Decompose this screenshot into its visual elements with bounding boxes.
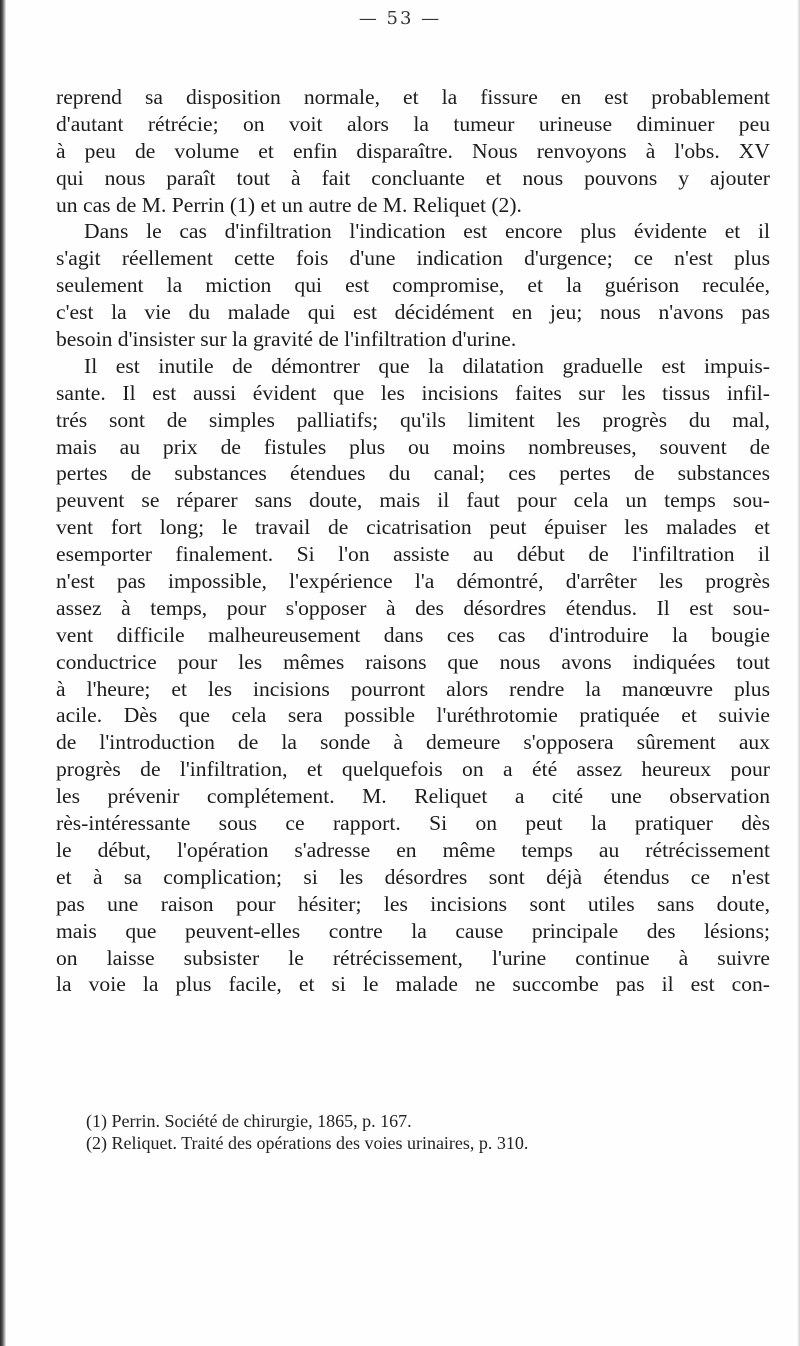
text-line: conductrice pour les mêmes raisons que nous avons indiquées tout: [56, 649, 770, 674]
text-line: esemporter finalement. Si l'on assiste au début de l'infiltration il: [56, 542, 770, 567]
text-line: à peu de volume et enfin disparaître. Nous renvoyons à l'obs. XV: [56, 138, 770, 163]
text-line: de l'introduction de la sonde à demeure s'opposera sûrement aux: [56, 730, 770, 755]
text-line: d'autant rétrécie; on voit alors la tumeur urineuse diminuer peu: [56, 111, 770, 136]
footnote: (1) Perrin. Société de chirurgie, 1865, p. 167.: [86, 1111, 412, 1131]
page-number: — 53 —: [358, 8, 442, 29]
text-line: les prévenir complétement. M. Reliquet a cité une observation: [56, 784, 770, 809]
text-line: besoin d'insister sur la gravité de l'infiltration d'urine.: [56, 327, 517, 352]
body-text: [56, 84, 770, 998]
text-line: Il est inutile de démontrer que la dilatation graduelle est impuis-: [84, 353, 770, 378]
binding-edge: [0, 0, 6, 1346]
footnote: (2) Reliquet. Traité des opérations des voies urinaires, p. 310.: [86, 1133, 529, 1153]
text-line: progrès de l'infiltration, et quelquefois on a été assez heureux pour: [56, 757, 770, 782]
text-line: sante. Il est aussi évident que les incisions faites sur les tissus infil-: [56, 380, 770, 405]
text-line: s'agit réellement cette fois d'une indication d'urgence; ce n'est plus: [56, 246, 770, 271]
text-line: acile. Dès que cela sera possible l'uréthrotomie pratiquée et suivie: [56, 703, 770, 728]
text-line: pertes de substances étendues du canal; ces pertes de substances: [56, 461, 770, 486]
footnotes: [86, 1110, 766, 1154]
text-line: trés sont de simples palliatifs; qu'ils limitent les progrès du mal,: [56, 407, 770, 432]
text-line: le début, l'opération s'adresse en même temps au rétrécissement: [56, 837, 770, 862]
text-line: à l'heure; et les incisions pourront alors rendre la manœuvre plus: [56, 676, 770, 701]
text-line: peuvent se réparer sans doute, mais il faut pour cela un temps sou-: [56, 488, 770, 513]
text-line: on laisse subsister le rétrécissement, l'urine continue à suivre: [56, 945, 770, 970]
text-line: c'est la vie du malade qui est décidément en jeu; nous n'avons pas: [56, 300, 770, 325]
text-line: n'est pas impossible, l'expérience l'a démontré, d'arrêter les progrès: [56, 569, 770, 594]
text-line: assez à temps, pour s'opposer à des désordres étendus. Il est sou-: [56, 595, 770, 620]
text-line: un cas de M. Perrin (1) et un autre de M. Reliquet (2).: [56, 192, 522, 217]
text-line: seulement la miction qui est compromise, et la guérison reculée,: [56, 273, 770, 298]
text-line: rès-intéressante sous ce rapport. Si on peut la pratiquer dès: [56, 811, 770, 836]
text-line: vent difficile malheureusement dans ces cas d'introduire la bougie: [56, 622, 770, 647]
text-line: Dans le cas d'infiltration l'indication est encore plus évidente et il: [84, 219, 770, 244]
text-line: mais que peuvent-elles contre la cause principale des lésions;: [56, 918, 770, 943]
text-line: qui nous paraît tout à fait concluante et nous pouvons y ajouter: [56, 165, 770, 190]
text-line: pas une raison pour hésiter; les incisions sont utiles sans doute,: [56, 891, 770, 916]
text-line: et à sa complication; si les désordres sont déjà étendus ce n'est: [56, 864, 770, 889]
text-line: vent fort long; le travail de cicatrisation peut épuiser les malades et: [56, 515, 770, 540]
text-line: la voie la plus facile, et si le malade ne succombe pas il est con-: [56, 972, 770, 997]
text-line: reprend sa disposition normale, et la fissure en est probablement: [56, 85, 770, 109]
text-line: mais au prix de fistules plus ou moins nombreuses, souvent de: [56, 434, 770, 459]
